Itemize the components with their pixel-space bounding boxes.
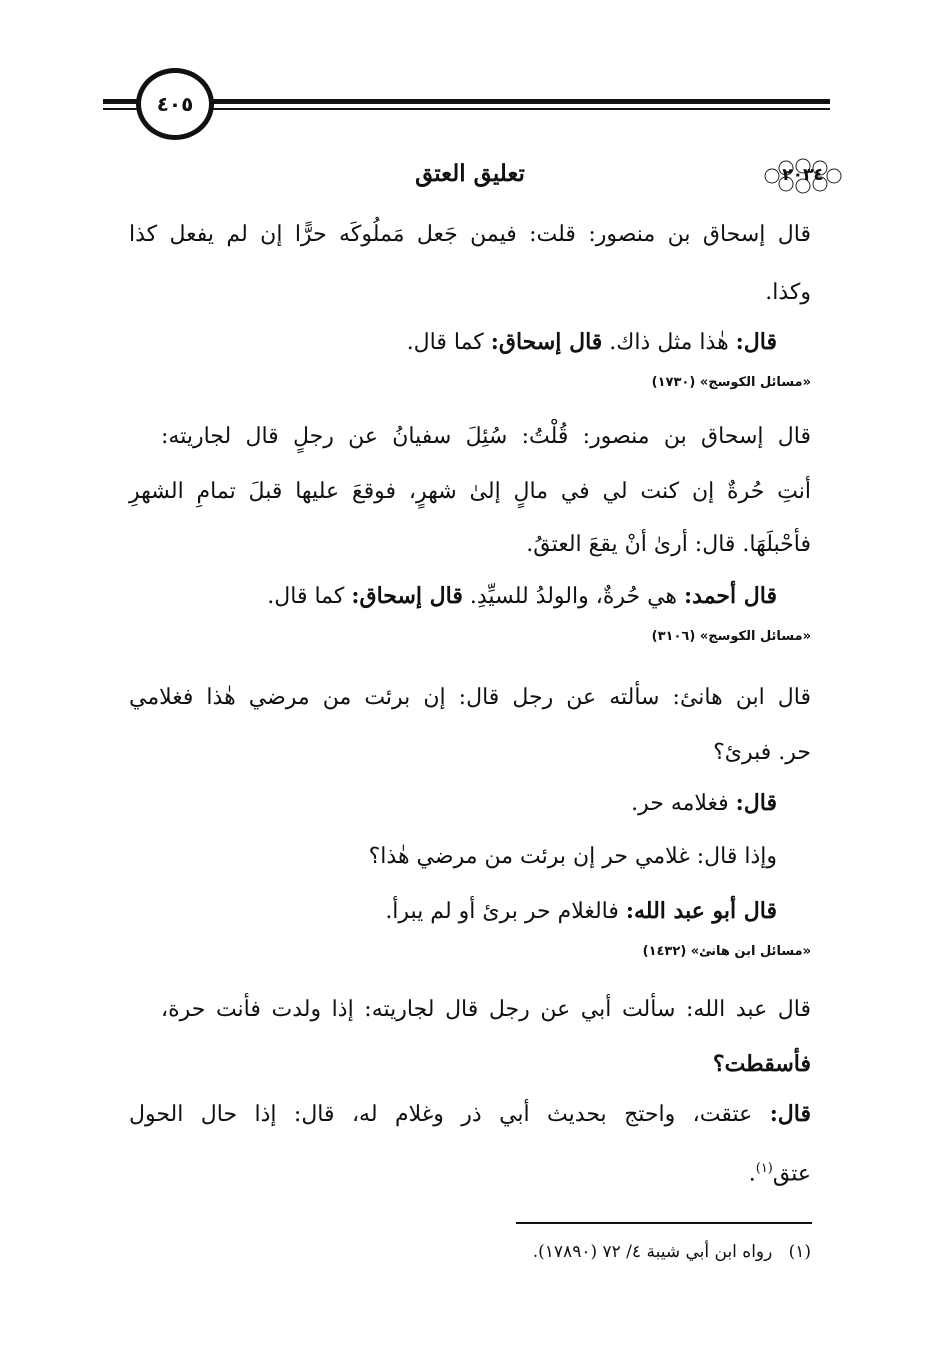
source-citation: «مسائل الكوسج» (١٧٣٠) (651, 375, 811, 390)
speaker-label: قال: (769, 1101, 812, 1127)
text-line (407, 327, 777, 358)
page-number-oval (136, 68, 214, 140)
statement-text: هٰذا مثل ذاك. (609, 330, 729, 355)
item-number: ٢٠٣٤ (782, 165, 824, 185)
source-citation: «مسائل ابن هانئ» (١٤٣٢) (642, 944, 811, 959)
footnote-marker: (١) (788, 1242, 811, 1262)
text-line: فأسقطت؟ (712, 1051, 811, 1077)
speaker-label: قال أحمد: (684, 583, 777, 609)
text-line: وإذا قال: غلامي حر إن برئت من مرضي هٰذا؟ (368, 844, 777, 869)
statement-text: كما قال. (267, 584, 345, 609)
item-number-badge (762, 158, 844, 194)
statement-text: هي حُرةٌ، والولدُ للسيِّدِ. (469, 584, 678, 609)
statement-text: عتقت، واحتج بحديث أبي ذر وغلام له، قال: إذا حال الحول (129, 1102, 753, 1127)
text-line: وكذا. (765, 280, 811, 305)
source-citation: «مسائل الكوسج» (٣١٠٦) (651, 629, 811, 644)
text-line (385, 896, 777, 927)
statement-text: فالغلام حر برئ أو لم يبرأ. (385, 899, 619, 924)
text-line: قال عبد الله: سألت أبي عن رجل قال لجاريته: إذا ولدت فأنت حرة، (161, 997, 811, 1022)
text-line (129, 1099, 811, 1130)
speaker-label: قال إسحاق: (490, 329, 603, 355)
text-line: أنتِ حُرةٌ إن كنت لي في مالٍ إلىٰ شهرٍ، فوقعَ عليها قبلَ تمامِ الشهرِ (129, 479, 811, 504)
speaker-label: قال إسحاق: (351, 583, 463, 609)
text-line: فأحْبلَهَا. قال: أرىٰ أنْ يقعَ العتقُ. (526, 532, 811, 557)
footnote-separator (516, 1222, 812, 1224)
speaker-label: قال: (735, 790, 777, 816)
footnote-text: رواه ابن أبي شيبة ٤/ ٧٢ (١٧٨٩٠). (532, 1242, 773, 1262)
text-line: قال إسحاق بن منصور: قلت: فيمن جَعل مَملُوكَه حرًّا إن لم يفعل كذا (129, 222, 811, 247)
chapter-title: تعليق العتق (415, 160, 525, 187)
footnote (533, 1240, 811, 1264)
footnote-ref[interactable]: (١) (755, 1161, 773, 1176)
text-line (267, 581, 777, 612)
statement-text: عتق (772, 1161, 811, 1187)
speaker-label: قال أبو عبد الله: (625, 898, 777, 924)
text-line: قال ابن هانئ: سألته عن رجل قال: إن برئت من مرضي هٰذا فغلامي (129, 685, 811, 710)
speaker-label: قال: (735, 329, 777, 355)
text-line (631, 788, 777, 819)
text-line: قال إسحاق بن منصور: قُلْتُ: سُئِلَ سفيانُ عن رجلٍ قال لجاريته: (161, 424, 811, 449)
statement-text: فغلامه حر. (631, 791, 729, 816)
statement-text: كما قال. (406, 330, 484, 355)
text-line (749, 1154, 811, 1189)
statement-text: . (748, 1161, 756, 1187)
text-line: حر. فبرئ؟ (713, 740, 811, 765)
page-number: ٤٠٥ (156, 92, 194, 116)
